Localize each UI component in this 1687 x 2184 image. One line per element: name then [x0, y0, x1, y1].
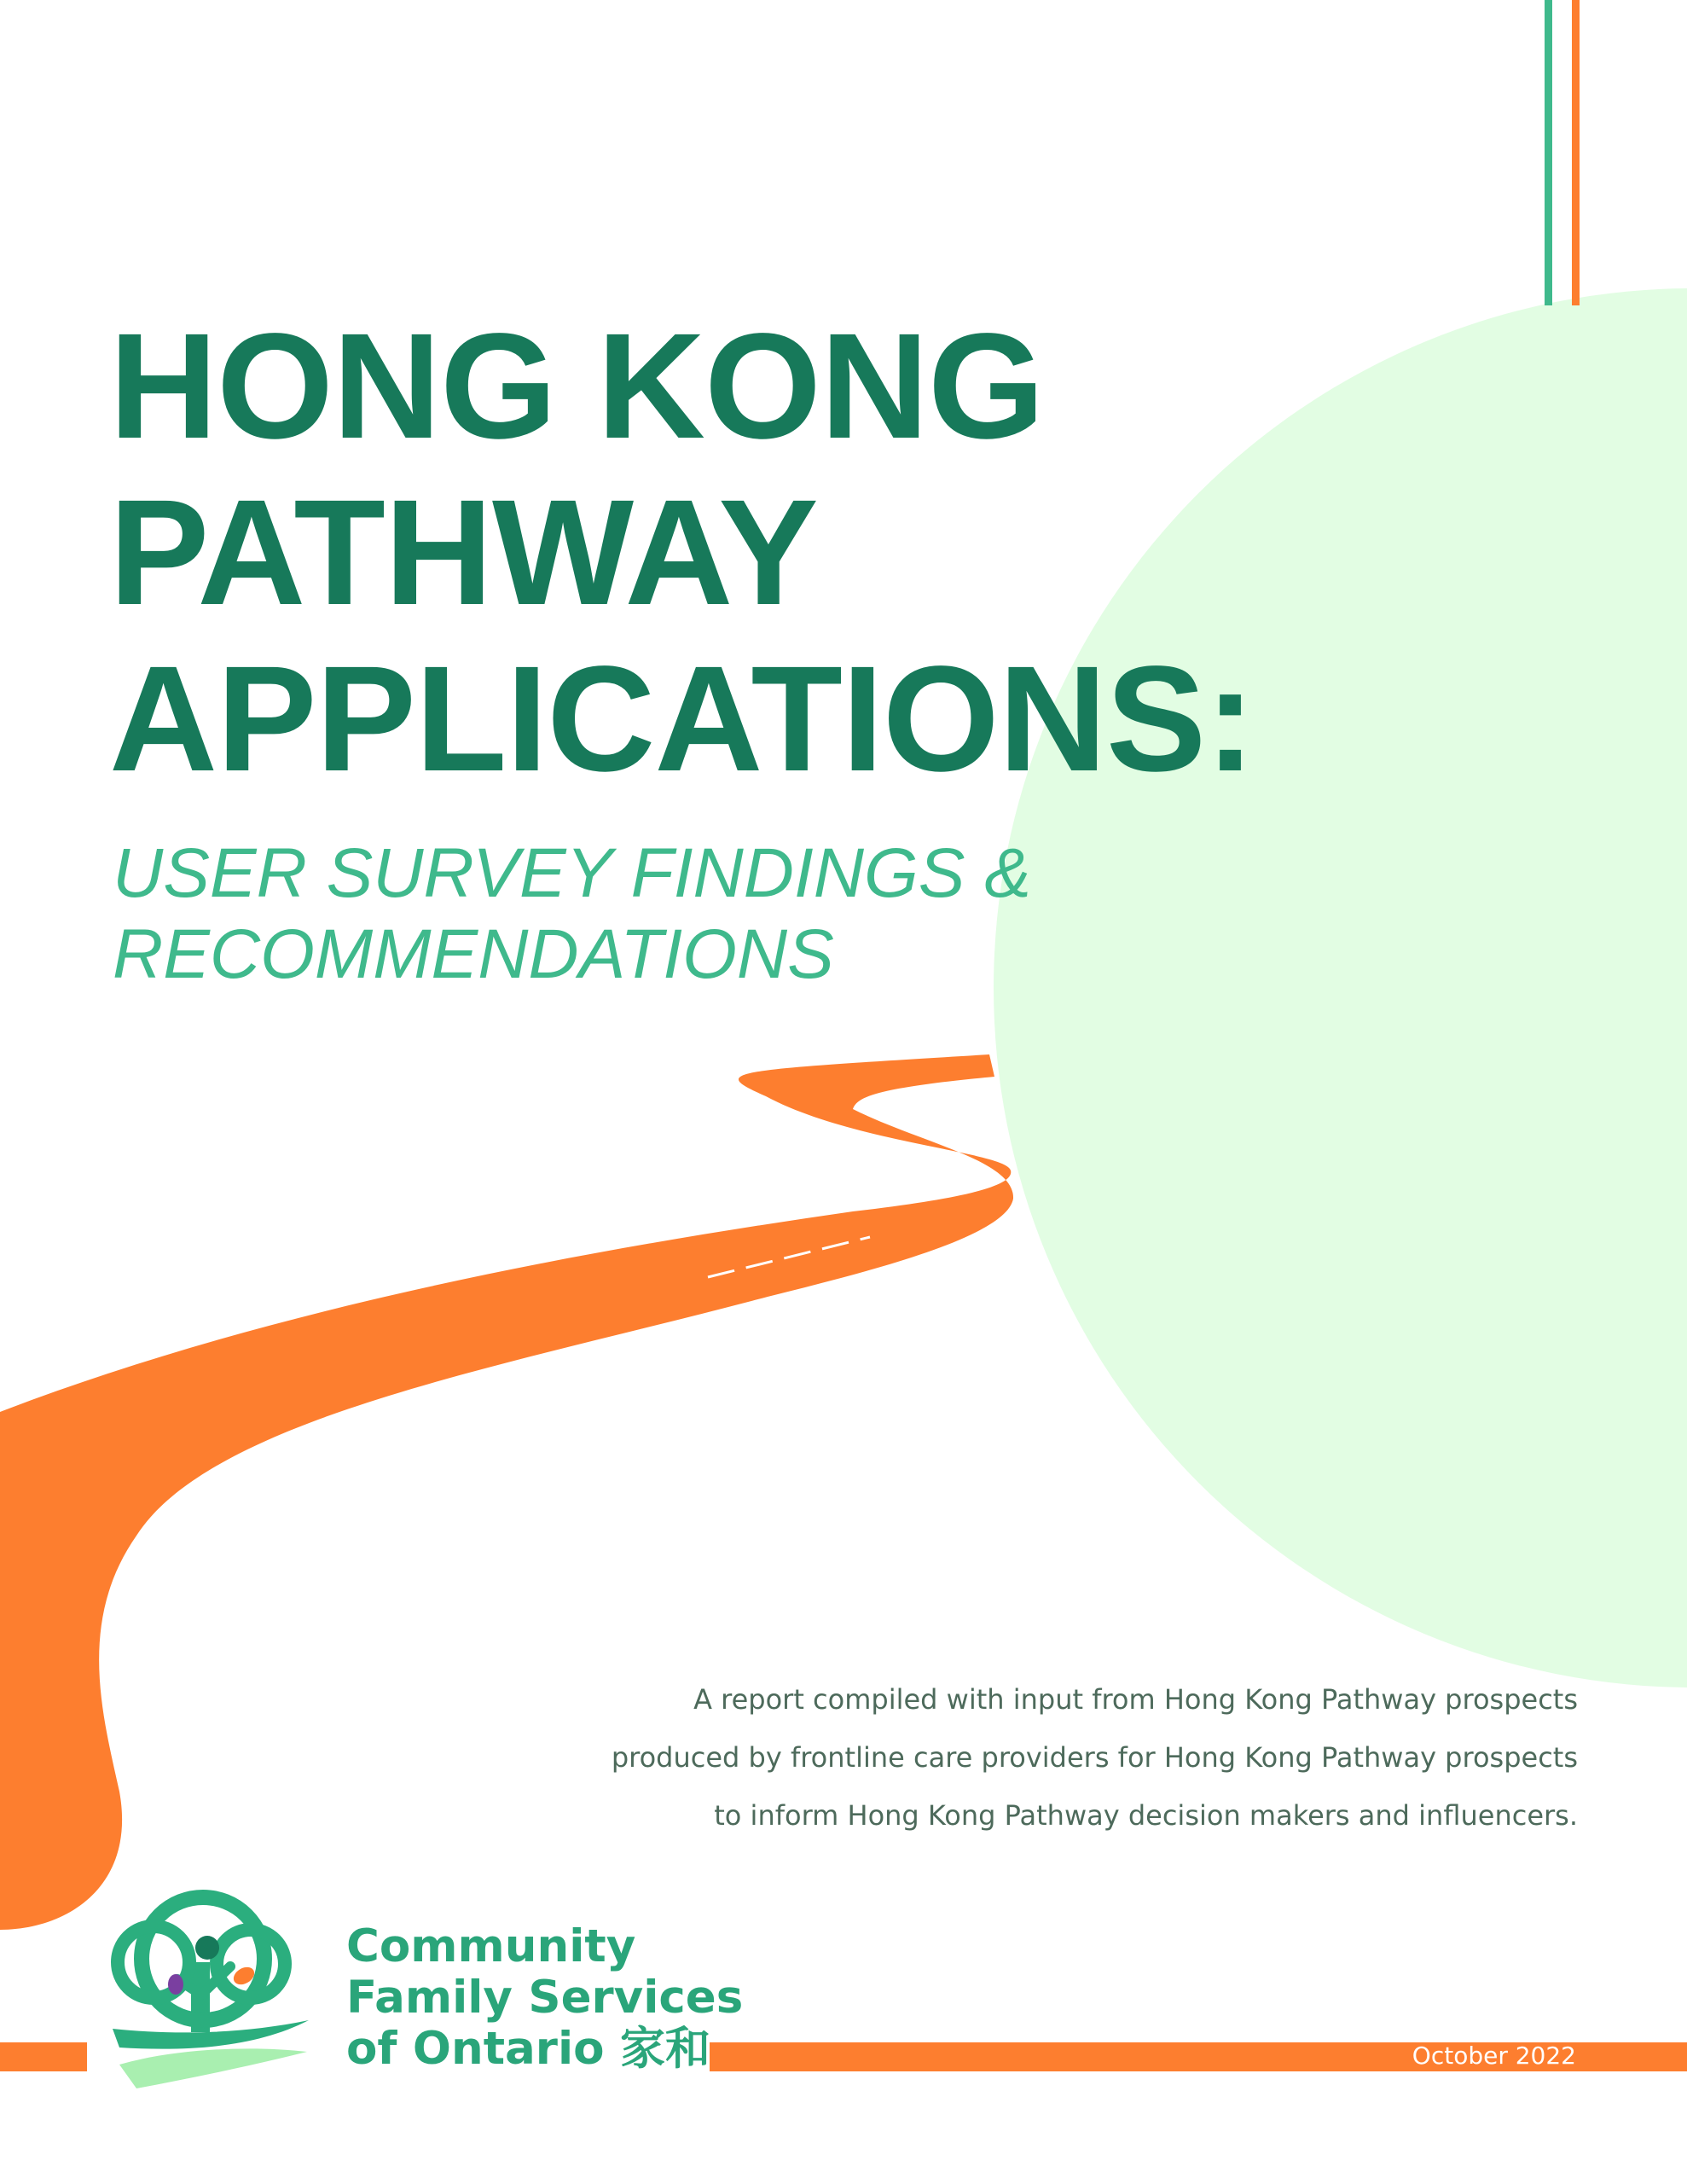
publication-date: October 2022 — [1412, 2042, 1576, 2070]
description-line-2: produced by frontline care providers for Hong Kong Pathway prospects — [611, 1741, 1578, 1774]
description-line-3: to inform Hong Kong Pathway decision makers and influencers. — [714, 1799, 1578, 1832]
accent-line-green — [1545, 0, 1552, 305]
organization-line-3: of Ontario 家和 — [346, 2023, 710, 2075]
subtitle-line-1: USER SURVEY FINDINGS & — [113, 834, 1031, 912]
title-line-3: APPLICATIONS: — [109, 636, 1255, 803]
description-line-1: A report compiled with input from Hong Kong Pathway prospects — [693, 1683, 1578, 1716]
organization-line-1: Community — [346, 1920, 636, 1972]
title-line-2: PATHWAY — [109, 469, 818, 636]
tree-family-logo-icon — [113, 1897, 309, 2088]
organization-name — [346, 1921, 743, 2075]
accent-line-orange — [1572, 0, 1580, 305]
report-description — [469, 1670, 1578, 1844]
organization-line-2: Family Services — [346, 1972, 744, 2024]
mint-circle-shape — [994, 288, 1687, 1687]
title-line-1: HONG KONG — [109, 303, 1044, 470]
footer-bar-left — [0, 2042, 87, 2071]
subtitle-line-2: RECOMMENDATIONS — [113, 915, 834, 993]
